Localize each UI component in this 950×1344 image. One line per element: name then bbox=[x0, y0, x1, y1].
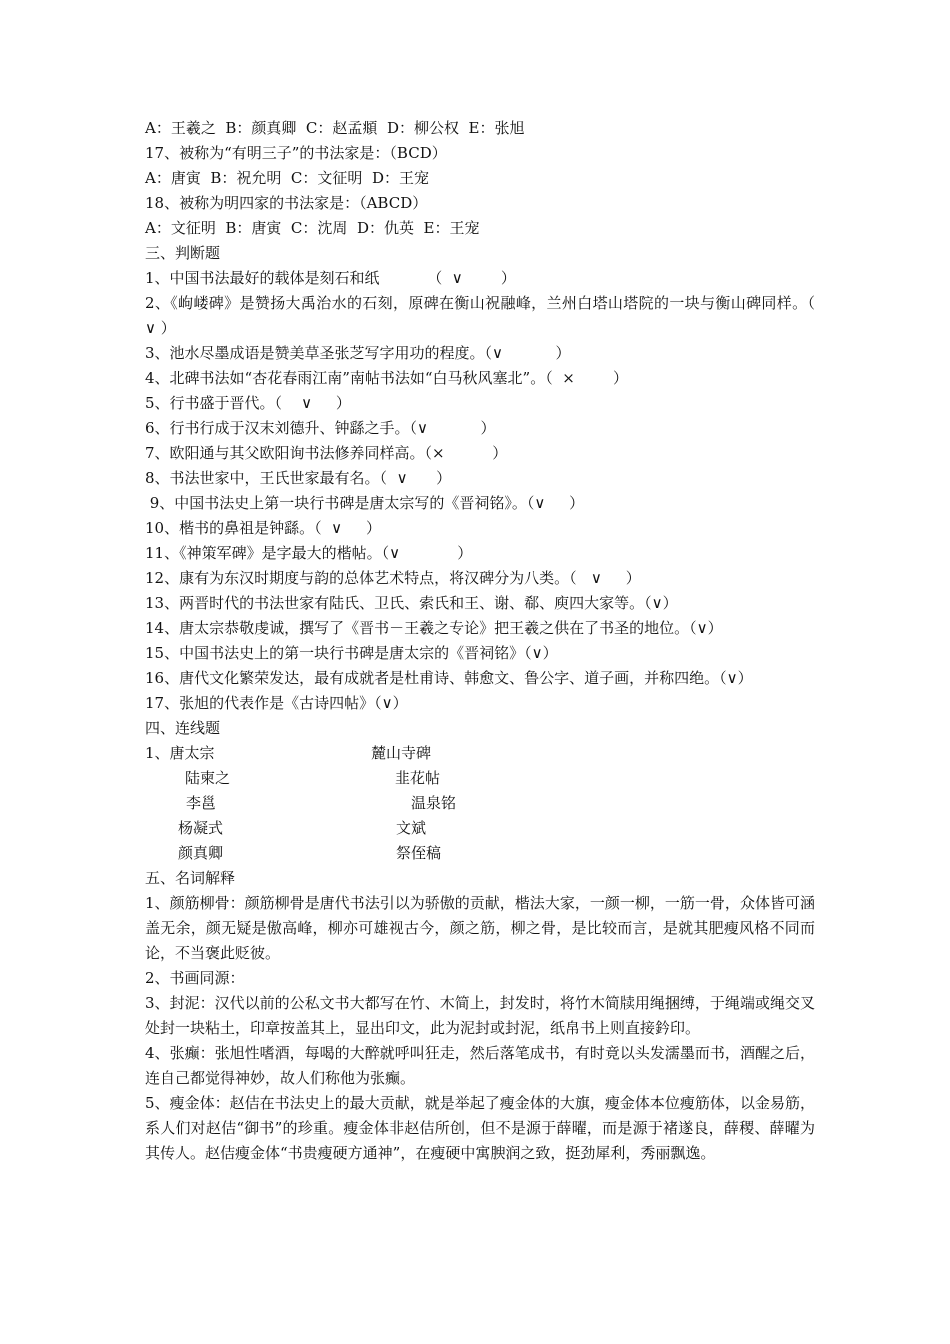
judge-item-2: 2、《岣嵝碑》是赞扬大禹治水的石刻，原碑在衡山祝融峰，兰州白塔山塔院的一块与衡山碑同样。（ ∨ ） bbox=[145, 294, 815, 337]
matching-row bbox=[145, 741, 815, 766]
judge-item-4: 4、北碑书法如“杏花春雨江南”南帖书法如“白马秋风塞北”。（ × ） bbox=[145, 369, 628, 387]
judge-item-6: 6、行书行成于汉末刘德升、钟繇之手。（∨ ） bbox=[145, 419, 496, 437]
matching-left-item: 颜真卿 bbox=[178, 844, 224, 862]
matching-row bbox=[145, 791, 815, 816]
term-definition: 5、瘦金体：赵佶在书法史上的最大贡献，就是举起了瘦金体的大旗，瘦金体本位瘦筋体，以金易筋，系人们对赵佶“御书”的珍重。瘦金体非赵佶所创，但不是源于薛曜，而是源于褚遂良，薛稷、薛曜为其传人。赵佶瘦金体“书贵瘦硬方通神”，在瘦硬中寓腴润之致，挺劲犀利，秀丽飘逸。 bbox=[145, 1094, 815, 1162]
question-18: 18、被称为明四家的书法家是：（ABCD） bbox=[145, 194, 428, 212]
judge-item-11: 11、《神策军碑》是字最大的楷帖。（∨ ） bbox=[145, 544, 473, 562]
judge-item-3: 3、池水尽墨成语是赞美草圣张芝写字用功的程度。（∨ ） bbox=[145, 344, 571, 362]
matching-right-item: 祭侄稿 bbox=[396, 844, 442, 862]
document-body bbox=[145, 116, 815, 1166]
judge-item-13: 13、两晋时代的书法世家有陆氏、卫氏、索氏和王、谢、郗、庾四大家等。（∨） bbox=[145, 594, 678, 612]
judge-item-7: 7、欧阳通与其父欧阳询书法修养同样高。（× ） bbox=[145, 444, 508, 462]
matching-right-item: 韭花帖 bbox=[395, 769, 441, 787]
section-heading-judge: 三、判断题 bbox=[145, 244, 221, 262]
term-definition: 2、书画同源： bbox=[145, 969, 245, 987]
judge-item-14: 14、唐太宗恭敬虔诚，撰写了《晋书－王羲之专论》把王羲之供在了书圣的地位。（∨） bbox=[145, 619, 723, 637]
answer-options-17: A：唐寅 B：祝允明 C：文征明 D：王宠 bbox=[145, 169, 429, 187]
term-definition: 1、颜筋柳骨：颜筋柳骨是唐代书法引以为骄傲的贡献，楷法大家，一颜一柳，一筋一骨，众体皆可涵盖无余，颜无疑是傲高峰，柳亦可雄视古今，颜之筋，柳之骨，是比较而言，是就其肥瘦风格不同而论，不当褒此贬彼。 bbox=[145, 894, 815, 962]
matching-row bbox=[145, 816, 815, 841]
section-heading-terms: 五、名词解释 bbox=[145, 869, 236, 887]
matching-row bbox=[145, 766, 815, 791]
answer-options-16: A：王羲之 B：颜真卿 C：赵孟頫 D：柳公权 E：张旭 bbox=[145, 119, 525, 137]
matching-right-item: 麓山寺碑 bbox=[371, 744, 432, 762]
matching-left-item: 杨凝式 bbox=[178, 819, 224, 837]
section-heading-matching: 四、连线题 bbox=[145, 719, 221, 737]
judge-item-15: 15、中国书法史上的第一块行书碑是唐太宗的《晋祠铭》（∨） bbox=[145, 644, 558, 662]
term-definition: 3、封泥：汉代以前的公私文书大都写在竹、木简上，封发时，将竹木简牍用绳捆缚，于绳端或绳交叉处封一块粘土，印章按盖其上，显出印文，此为泥封或封泥，纸帛书上则直接鈐印。 bbox=[145, 994, 815, 1037]
judge-item-16: 16、唐代文化繁荣发达，最有成就者是杜甫诗、韩愈文、鲁公字、道子画，并称四绝。（∨） bbox=[145, 669, 753, 687]
judge-item-10: 10、楷书的鼻祖是钟繇。（ ∨ ） bbox=[145, 519, 381, 537]
answer-options-18: A：文征明 B：唐寅 C：沈周 D：仇英 E：王宠 bbox=[145, 219, 480, 237]
matching-left-item: 陆柬之 bbox=[185, 769, 231, 787]
matching-right-item: 温泉铭 bbox=[411, 794, 457, 812]
matching-right-item: 文斌 bbox=[396, 819, 427, 837]
judge-item-1: 1、中国书法最好的载体是刻石和纸 （ ∨ ） bbox=[145, 269, 516, 287]
judge-item-12: 12、康有为东汉时期度与韵的总体艺术特点，将汉碑分为八类。（ ∨ ） bbox=[145, 569, 641, 587]
judge-item-17: 17、张旭的代表作是《古诗四帖》（∨） bbox=[145, 694, 408, 712]
matching-left-item: 1、唐太宗 bbox=[145, 744, 215, 762]
matching-row bbox=[145, 841, 815, 866]
question-17: 17、被称为“有明三子”的书法家是：（BCD） bbox=[145, 144, 447, 162]
judge-item-8: 8、书法世家中，王氏世家最有名。（ ∨ ） bbox=[145, 469, 452, 487]
matching-left-item: 李邕 bbox=[186, 794, 217, 812]
term-definition: 4、张癫：张旭性嗜酒，每喝的大醉就呼叫狂走，然后落笔成书，有时竟以头发濡墨而书，酒醒之后，连自己都觉得神妙，故人们称他为张癫。 bbox=[145, 1044, 815, 1087]
judge-item-9: 9、中国书法史上第一块行书碑是唐太宗写的《晋祠铭》。（∨ ） bbox=[145, 494, 585, 512]
judge-item-5: 5、行书盛于晋代。（ ∨ ） bbox=[145, 394, 351, 412]
